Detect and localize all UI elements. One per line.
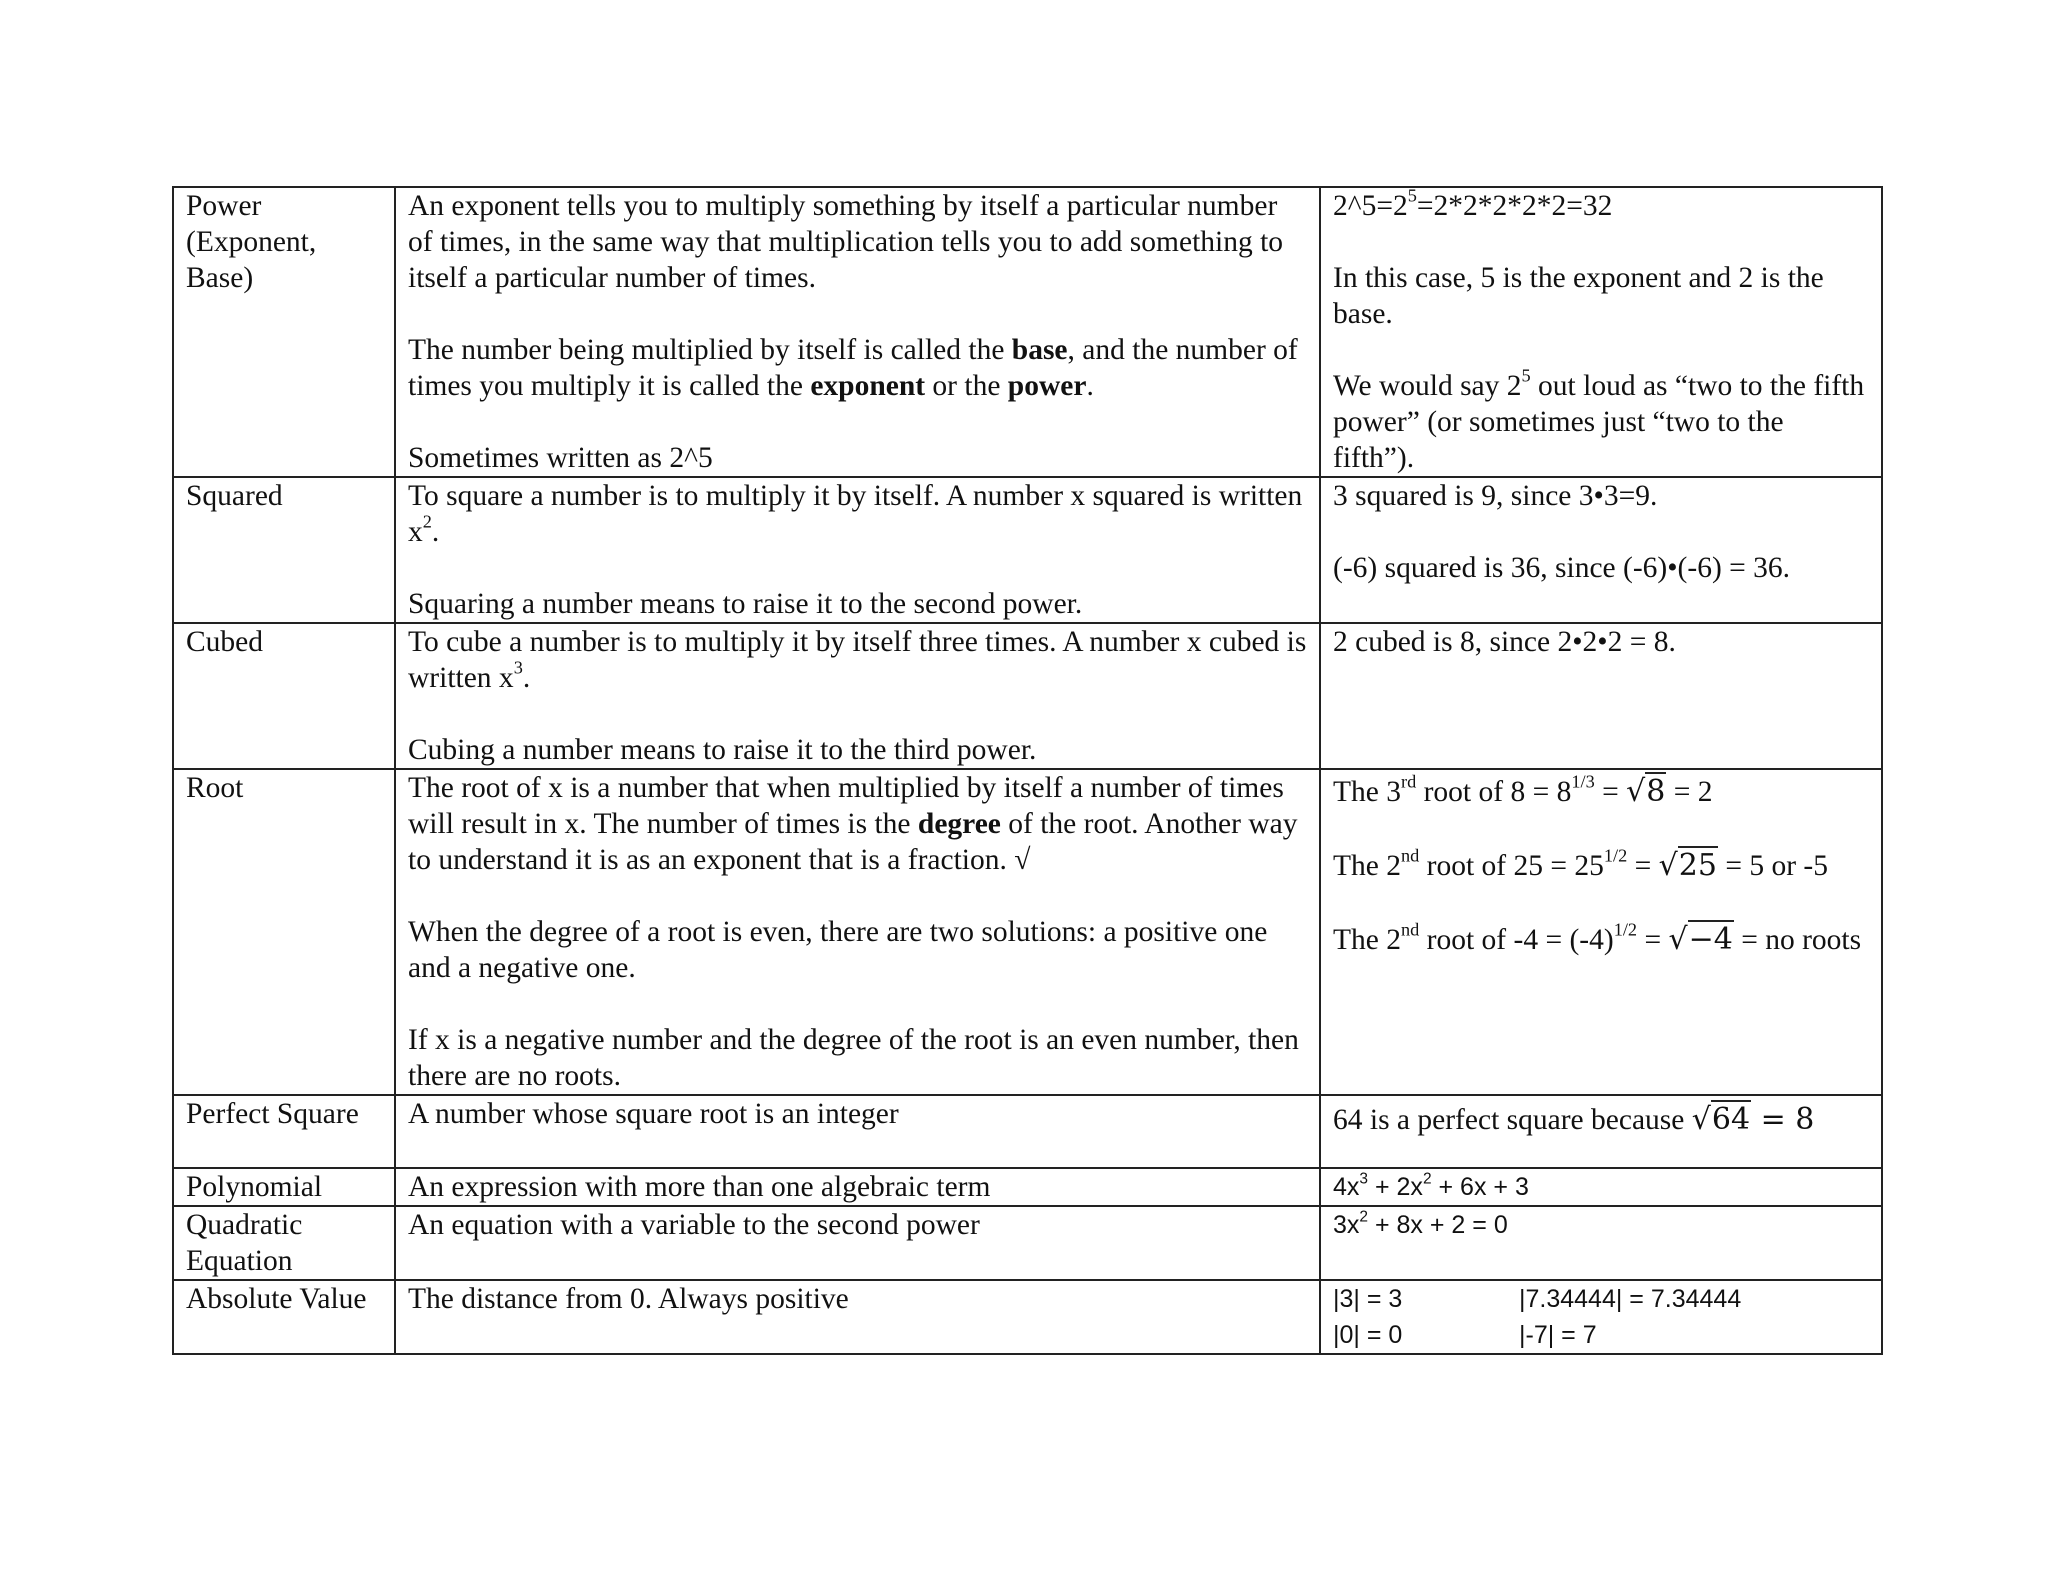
example-text: The 2nd root of $25 = 25^{1/2} = √25 = 5$ or -5 xyxy=(1333,845,1829,883)
example-text: 64 is a perfect square because √64 = 8 xyxy=(1333,1102,1815,1137)
definition-cell xyxy=(395,1095,1320,1168)
term: Cubed xyxy=(186,626,264,658)
example-text: |0| = 0 xyxy=(1333,1321,1403,1349)
radical: √25 xyxy=(1658,848,1717,883)
example-text: $4x^3 + 2x^2 + 6x + 3$ xyxy=(1333,1170,1529,1201)
example-text: $3x^2 + 8x + 2 = 0$ xyxy=(1333,1208,1508,1239)
term: Squared xyxy=(186,480,283,512)
example-text: We would say $2^5$ out loud as “two to the fifth power” (or sometimes just “two to the fifth”). xyxy=(1333,365,1865,474)
example-text: The 3rd root of $8 = 8^{1/3} = √8 = 2$ xyxy=(1333,771,1713,809)
example-cell xyxy=(1320,769,1882,1095)
example-text: 3 squared is 9, since 3•3=9. xyxy=(1333,480,1658,512)
bold-term: degree xyxy=(917,808,1001,840)
definition-cell xyxy=(395,623,1320,769)
radical: √−4 xyxy=(1668,922,1733,957)
absolute-value-examples xyxy=(1333,1281,1869,1353)
definition-cell xyxy=(395,1206,1320,1280)
example-text: (-6) squared is 36, since (-6)•(-6) = 36. xyxy=(1333,552,1791,584)
example-cell xyxy=(1320,477,1882,623)
bold-term: base xyxy=(1011,334,1068,366)
term-cell xyxy=(173,1280,395,1354)
example-cell xyxy=(1320,623,1882,769)
table-row-quadratic-equation xyxy=(173,1206,1882,1280)
definition-text: To cube a number is to multiply it by itself three times. A number x cubed is written $x^3$. xyxy=(408,626,1307,694)
definition-text: The distance from 0. Always positive xyxy=(408,1283,849,1315)
term: Root xyxy=(186,772,244,804)
glossary-table xyxy=(172,186,1883,1355)
definition-cell xyxy=(395,1168,1320,1206)
definition-text: If x is a negative number and the degree of the root is an even number, then there are no roots. xyxy=(408,1024,1299,1092)
definition-text: An expression with more than one algebraic term xyxy=(408,1171,991,1203)
term: Polynomial xyxy=(186,1171,323,1203)
term-cell xyxy=(173,1206,395,1280)
table-row-power xyxy=(173,187,1882,477)
definition-text: When the degree of a root is even, there are two solutions: a positive one and a negative one. xyxy=(408,916,1268,984)
radical: √8 xyxy=(1626,774,1666,809)
bold-term: power xyxy=(1007,370,1087,402)
term-cell xyxy=(173,1168,395,1206)
definition-cell xyxy=(395,1280,1320,1354)
definition-cell xyxy=(395,477,1320,623)
example-text: In this case, 5 is the exponent and 2 is the base. xyxy=(1333,262,1824,330)
table-row-root xyxy=(173,769,1882,1095)
example-text: |7.34444| = 7.34444 xyxy=(1519,1285,1742,1313)
example-text: |3| = 3 xyxy=(1333,1285,1403,1313)
example-text: $2\^{}5=2^5=2*2*2*2*2=32$ xyxy=(1333,187,1613,222)
term: Quadratic Equation xyxy=(186,1209,303,1277)
table-row-squared xyxy=(173,477,1882,623)
example-text: |-7| = 7 xyxy=(1519,1321,1597,1349)
example-cell xyxy=(1320,1095,1882,1168)
table-row-perfect-square xyxy=(173,1095,1882,1168)
definition-cell xyxy=(395,769,1320,1095)
example-cell xyxy=(1320,187,1882,477)
definition-text: Squaring a number means to raise it to the second power. xyxy=(408,588,1083,620)
table-row-cubed xyxy=(173,623,1882,769)
term-cell xyxy=(173,187,395,477)
example-cell xyxy=(1320,1280,1882,1354)
definition-text: An exponent tells you to multiply something by itself a particular number of times, in the same way that multiplication tells you to add something to itself a particular number of times. xyxy=(408,190,1284,294)
term-cell xyxy=(173,623,395,769)
term: Absolute Value xyxy=(186,1283,367,1315)
table-row-polynomial xyxy=(173,1168,1882,1206)
definition-cell xyxy=(395,187,1320,477)
definition-text: A number whose square root is an integer xyxy=(408,1098,899,1130)
term-cell xyxy=(173,769,395,1095)
example-cell xyxy=(1320,1206,1882,1280)
definition-text: The root of x is a number that when multiplied by itself a number of times will result in x. The number of times is the degree of the root. Another way to understand it is as an exponent that is a fraction. √ xyxy=(408,772,1298,876)
bold-term: exponent xyxy=(810,370,926,402)
term-cell xyxy=(173,1095,395,1168)
term: Power (Exponent, Base) xyxy=(186,190,317,294)
example-text: 2 cubed is 8, since 2•2•2 = 8. xyxy=(1333,626,1676,658)
term: Perfect Square xyxy=(186,1098,359,1130)
term-cell xyxy=(173,477,395,623)
definition-text: Cubing a number means to raise it to the third power. xyxy=(408,734,1037,766)
radical: √64 xyxy=(1691,1102,1751,1137)
table-row-absolute-value xyxy=(173,1280,1882,1354)
example-cell xyxy=(1320,1168,1882,1206)
definition-text: An equation with a variable to the second power xyxy=(408,1209,980,1241)
definition-text: The number being multiplied by itself is called the base, and the number of times you multiply it is called the exponent or the power. xyxy=(408,334,1298,402)
definition-text: To square a number is to multiply it by itself. A number x squared is written $x^2$. xyxy=(408,480,1303,548)
definition-text: Sometimes written as 2^5 xyxy=(408,442,713,474)
example-text: The 2nd root of $-4 = (-4)^{1/2} = √-4$ = no roots xyxy=(1333,919,1862,957)
